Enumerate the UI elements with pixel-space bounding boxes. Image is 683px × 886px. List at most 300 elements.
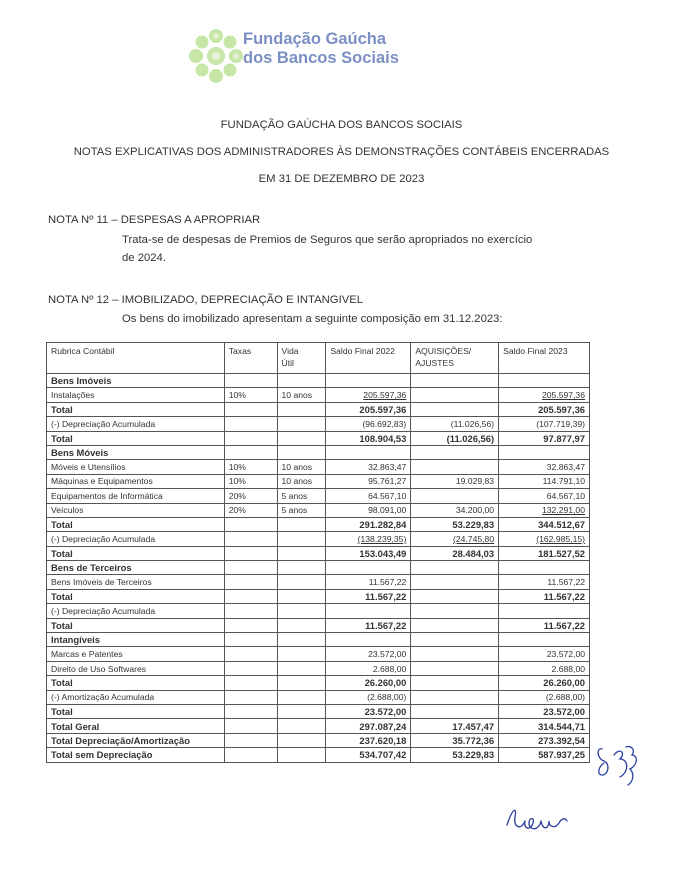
cell-saldo-2023: [499, 719, 590, 733]
cell-rubrica: [47, 575, 225, 589]
cell-value: 32.863,47: [368, 462, 407, 473]
cell-value: 11.567,22: [543, 619, 585, 631]
cell-taxa: [224, 661, 277, 675]
section-row: [47, 374, 590, 388]
cell-saldo-2022: [326, 445, 411, 459]
cell-aquisicoes: [411, 618, 499, 632]
cell-taxa: [224, 460, 277, 474]
cell-saldo-2023: [499, 374, 590, 388]
cell-value: 205.597,36: [363, 390, 407, 401]
cell-value: 23.572,00: [546, 649, 585, 660]
cell-saldo-2023: [499, 417, 590, 431]
cell-value: (-) Depreciação Acumulada: [51, 605, 156, 616]
cell-value: 2.688,00: [551, 663, 585, 674]
total-row: [47, 546, 590, 560]
cell-saldo-2022: [326, 690, 411, 704]
table-row: [47, 417, 590, 431]
cell-saldo-2023: [499, 402, 590, 416]
cell-taxa: [224, 704, 277, 718]
cell-value: (2.688,00): [367, 692, 407, 703]
cell-vida: [277, 561, 326, 575]
cell-value: 64.567,10: [546, 490, 585, 501]
cell-value: 23.572,00: [368, 649, 407, 660]
cell-vida: [277, 704, 326, 718]
fixed-assets-table: [46, 342, 590, 763]
cell-aquisicoes: [411, 532, 499, 546]
cell-value: Móveis e Utensílios: [51, 462, 126, 473]
total-row: [47, 733, 590, 747]
cell-rubrica: [47, 719, 225, 733]
cell-vida: [277, 575, 326, 589]
cell-value: (96.692,83): [362, 418, 407, 429]
cell-value: 2.688,00: [372, 663, 407, 674]
cell-vida: [277, 503, 326, 517]
cell-value: 10 anos: [281, 476, 313, 487]
cell-rubrica: [47, 417, 225, 431]
cell-taxa: [224, 575, 277, 589]
cell-taxa: [224, 402, 277, 416]
cell-value: 20%: [228, 490, 246, 501]
cell-value: (-) Amortização Acumulada: [51, 692, 155, 703]
cell-value: 114.791,10: [542, 476, 585, 487]
cell-aquisicoes: [411, 661, 499, 675]
cell-value: Bens Imóveis de Terceiros: [51, 577, 152, 588]
cell-rubrica: [47, 618, 225, 632]
total-row: [47, 676, 590, 690]
cell-value: Total: [51, 591, 73, 603]
cell-rubrica: [47, 431, 225, 445]
header-taxas: Taxas: [224, 343, 277, 374]
cell-value: Total: [51, 547, 73, 559]
cell-value: 19.029,83: [455, 476, 495, 487]
cell-vida: [277, 402, 326, 416]
cell-saldo-2023: [499, 690, 590, 704]
total-row: [47, 704, 590, 718]
cell-value: 10%: [228, 476, 246, 487]
header-vida-line-2: Útil: [281, 358, 294, 368]
header-aq-line-2: AJUSTES: [415, 358, 454, 368]
cell-value: 10%: [228, 462, 246, 473]
cell-value: 26.260,00: [543, 677, 585, 689]
cell-value: Veículos: [51, 505, 84, 516]
table-row: [47, 647, 590, 661]
cell-taxa: [224, 633, 277, 647]
cell-taxa: [224, 517, 277, 531]
document-date: EM 31 DE DEZEMBRO DE 2023: [258, 173, 425, 185]
nota-12-title: NOTA Nº 12 – IMOBILIZADO, DEPRECIAÇÃO E INTANGIVEL: [48, 294, 364, 306]
section-row: [47, 633, 590, 647]
cell-value: Total: [51, 403, 73, 415]
section-row: [47, 561, 590, 575]
cell-vida: [277, 517, 326, 531]
cell-vida: [277, 604, 326, 618]
cell-saldo-2023: [499, 575, 590, 589]
cell-value: 11.567,22: [368, 577, 407, 588]
cell-saldo-2022: [326, 676, 411, 690]
cell-aquisicoes: [411, 704, 499, 718]
logo-line-1: Fundação Gaúcha: [243, 30, 387, 48]
table-row: [47, 661, 590, 675]
cell-aquisicoes: [411, 733, 499, 747]
cell-taxa: [224, 503, 277, 517]
cell-value: 237.620,18: [359, 734, 407, 746]
header-saldo-2023: Saldo Final 2023: [499, 343, 590, 374]
cell-value: Total: [51, 519, 73, 531]
cell-taxa: [224, 733, 277, 747]
header-aquisicoes: [411, 343, 499, 374]
cell-saldo-2023: [499, 618, 590, 632]
cell-aquisicoes: [411, 374, 499, 388]
cell-saldo-2022: [326, 733, 411, 747]
cell-value: 273.392,54: [538, 734, 585, 746]
cell-taxa: [224, 445, 277, 459]
cell-saldo-2023: [499, 748, 590, 762]
cell-aquisicoes: [411, 388, 499, 402]
cell-value: 205.597,36: [359, 403, 407, 415]
cell-value: 108.904,53: [359, 432, 407, 444]
cell-vida: [277, 489, 326, 503]
cell-value: 98.091,00: [368, 505, 407, 516]
cell-saldo-2023: [499, 474, 590, 488]
cell-rubrica: [47, 460, 225, 474]
cell-value: Total: [51, 677, 73, 689]
cell-saldo-2023: [499, 676, 590, 690]
cell-saldo-2023: [499, 460, 590, 474]
cell-saldo-2023: [499, 589, 590, 603]
cell-saldo-2023: [499, 489, 590, 503]
cell-value: 34.200,00: [455, 505, 495, 516]
cell-rubrica: [47, 532, 225, 546]
cell-aquisicoes: [411, 719, 499, 733]
cell-vida: [277, 431, 326, 445]
handwritten-signature-icon: [503, 803, 573, 837]
cell-aquisicoes: [411, 589, 499, 603]
cell-rubrica: [47, 633, 225, 647]
cell-value: 20%: [228, 505, 246, 516]
cell-value: Total Geral: [51, 720, 100, 732]
cell-value: 205.597,36: [541, 390, 585, 401]
total-row: [47, 402, 590, 416]
cell-aquisicoes: [411, 647, 499, 661]
cell-value: 32.863,47: [546, 462, 585, 473]
cell-rubrica: [47, 503, 225, 517]
cell-value: Bens Móveis: [51, 447, 109, 459]
flower-logo-icon: [186, 26, 246, 86]
cell-rubrica: [47, 445, 225, 459]
cell-value: 35.772,36: [452, 734, 495, 746]
cell-saldo-2023: [499, 445, 590, 459]
cell-taxa: [224, 618, 277, 632]
total-row: [47, 431, 590, 445]
cell-value: (-) Depreciação Acumulada: [51, 418, 156, 429]
cell-rubrica: [47, 661, 225, 675]
cell-value: 11.567,22: [547, 577, 585, 588]
cell-value: (-) Depreciação Acumulada: [51, 533, 156, 544]
cell-value: Bens de Terceiros: [51, 562, 132, 574]
cell-value: Total: [51, 619, 73, 631]
cell-value: 11.567,22: [365, 591, 407, 603]
cell-vida: [277, 417, 326, 431]
cell-aquisicoes: [411, 417, 499, 431]
cell-vida: [277, 618, 326, 632]
cell-aquisicoes: [411, 517, 499, 531]
table-row: [47, 474, 590, 488]
header-vida-line-1: Vida: [281, 346, 299, 356]
table-row: [47, 690, 590, 704]
cell-aquisicoes: [411, 474, 499, 488]
cell-value: 181.527,52: [538, 547, 585, 559]
nota-11-title: NOTA Nº 11 – DESPESAS A APROPRIAR: [48, 214, 261, 226]
cell-rubrica: [47, 517, 225, 531]
cell-vida: [277, 661, 326, 675]
cell-rubrica: [47, 733, 225, 747]
cell-value: 23.572,00: [364, 706, 407, 718]
total-row: [47, 517, 590, 531]
table-header-row: [47, 343, 590, 374]
table-row: [47, 388, 590, 402]
cell-saldo-2022: [326, 748, 411, 762]
cell-value: 10 anos: [281, 390, 313, 401]
cell-rubrica: [47, 388, 225, 402]
cell-saldo-2023: [499, 561, 590, 575]
cell-saldo-2022: [326, 618, 411, 632]
cell-vida: [277, 633, 326, 647]
cell-value: 153.043,49: [359, 547, 407, 559]
cell-aquisicoes: [411, 575, 499, 589]
cell-taxa: [224, 561, 277, 575]
total-row: [47, 589, 590, 603]
cell-value: 587.937,25: [538, 749, 585, 761]
total-row: [47, 748, 590, 762]
cell-vida: [277, 719, 326, 733]
cell-taxa: [224, 388, 277, 402]
cell-rubrica: [47, 748, 225, 762]
cell-aquisicoes: [411, 561, 499, 575]
cell-saldo-2023: [499, 532, 590, 546]
handwritten-page-number-icon: [594, 741, 644, 789]
cell-saldo-2022: [326, 589, 411, 603]
cell-rubrica: [47, 604, 225, 618]
cell-value: (2.688,00): [545, 692, 585, 703]
cell-value: 297.087,24: [359, 720, 407, 732]
nota-11-line-2: de 2024.: [122, 252, 166, 264]
cell-rubrica: [47, 546, 225, 560]
cell-aquisicoes: [411, 402, 499, 416]
cell-saldo-2022: [326, 517, 411, 531]
cell-rubrica: [47, 402, 225, 416]
cell-saldo-2022: [326, 489, 411, 503]
cell-value: Total Depreciação/Amortização: [51, 734, 190, 746]
cell-taxa: [224, 532, 277, 546]
org-heading: FUNDAÇÃO GAÚCHA DOS BANCOS SOCIAIS: [220, 119, 463, 131]
cell-rubrica: [47, 374, 225, 388]
cell-value: (162.985,15): [536, 533, 585, 544]
cell-value: Direito de Uso Softwares: [51, 663, 147, 674]
cell-taxa: [224, 604, 277, 618]
cell-aquisicoes: [411, 676, 499, 690]
total-row: [47, 719, 590, 733]
cell-vida: [277, 474, 326, 488]
cell-value: 11.567,22: [543, 591, 585, 603]
cell-vida: [277, 647, 326, 661]
cell-rubrica: [47, 690, 225, 704]
cell-value: 95.761,27: [368, 476, 407, 487]
cell-value: 205.597,36: [538, 403, 585, 415]
cell-vida: [277, 374, 326, 388]
cell-value: Máquinas e Equipamentos: [51, 476, 153, 487]
cell-saldo-2022: [326, 633, 411, 647]
cell-saldo-2022: [326, 704, 411, 718]
cell-value: 10 anos: [281, 462, 313, 473]
cell-saldo-2022: [326, 402, 411, 416]
cell-saldo-2023: [499, 388, 590, 402]
cell-saldo-2023: [499, 604, 590, 618]
table-row: [47, 460, 590, 474]
cell-saldo-2023: [499, 546, 590, 560]
cell-vida: [277, 748, 326, 762]
cell-aquisicoes: [411, 633, 499, 647]
cell-taxa: [224, 589, 277, 603]
cell-saldo-2023: [499, 661, 590, 675]
cell-saldo-2022: [326, 719, 411, 733]
cell-taxa: [224, 719, 277, 733]
foundation-logo: [186, 26, 456, 88]
cell-vida: [277, 546, 326, 560]
header-vida-util: [277, 343, 326, 374]
cell-saldo-2023: [499, 431, 590, 445]
cell-rubrica: [47, 589, 225, 603]
cell-saldo-2022: [326, 503, 411, 517]
cell-aquisicoes: [411, 503, 499, 517]
nota-12-text: Os bens do imobilizado apresentam a seguinte composição em 31.12.2023:: [122, 313, 503, 325]
cell-saldo-2023: [499, 517, 590, 531]
cell-aquisicoes: [411, 460, 499, 474]
cell-taxa: [224, 417, 277, 431]
cell-taxa: [224, 676, 277, 690]
cell-vida: [277, 690, 326, 704]
cell-saldo-2023: [499, 733, 590, 747]
cell-value: Total: [51, 432, 73, 444]
cell-taxa: [224, 690, 277, 704]
table-row: [47, 503, 590, 517]
cell-saldo-2023: [499, 704, 590, 718]
cell-value: Instalações: [51, 390, 95, 401]
cell-saldo-2022: [326, 604, 411, 618]
cell-aquisicoes: [411, 445, 499, 459]
cell-value: 11.567,22: [365, 619, 407, 631]
logo-line-2: dos Bancos Sociais: [243, 49, 399, 67]
cell-value: 53.229,83: [452, 519, 495, 531]
cell-aquisicoes: [411, 690, 499, 704]
cell-value: 10%: [228, 390, 246, 401]
cell-taxa: [224, 374, 277, 388]
cell-value: 344.512,67: [538, 519, 585, 531]
cell-value: Total sem Depreciação: [51, 749, 153, 761]
cell-saldo-2022: [326, 474, 411, 488]
cell-taxa: [224, 748, 277, 762]
cell-value: 17.457,47: [452, 720, 495, 732]
cell-vida: [277, 445, 326, 459]
cell-value: Equipamentos de Informática: [51, 490, 163, 501]
header-aq-line-1: AQUISIÇÕES/: [415, 346, 472, 356]
cell-vida: [277, 532, 326, 546]
cell-saldo-2023: [499, 633, 590, 647]
cell-saldo-2022: [326, 431, 411, 445]
document-title: NOTAS EXPLICATIVAS DOS ADMINISTRADORES ÀS DEMONSTRAÇÕES CONTÁBEIS ENCERRADAS: [73, 146, 610, 158]
cell-value: Marcas e Patentes: [51, 649, 123, 660]
cell-aquisicoes: [411, 748, 499, 762]
cell-value: 97.877,97: [543, 432, 585, 444]
cell-value: (107.719,39): [536, 418, 585, 429]
cell-value: (138.239,35): [357, 533, 407, 544]
cell-saldo-2022: [326, 546, 411, 560]
cell-value: Total: [51, 706, 73, 718]
cell-rubrica: [47, 561, 225, 575]
cell-taxa: [224, 489, 277, 503]
cell-taxa: [224, 546, 277, 560]
cell-rubrica: [47, 704, 225, 718]
header-saldo-2022: Saldo Final 2022: [326, 343, 411, 374]
nota-11-line-1: Trata-se de despesas de Premios de Seguros que serão apropriados no exercício: [122, 234, 533, 246]
cell-value: (11.026,56): [450, 418, 495, 429]
cell-aquisicoes: [411, 604, 499, 618]
cell-saldo-2022: [326, 575, 411, 589]
cell-aquisicoes: [411, 489, 499, 503]
cell-value: 5 anos: [281, 505, 308, 516]
cell-value: 28.484,03: [452, 547, 495, 559]
cell-saldo-2023: [499, 503, 590, 517]
cell-saldo-2023: [499, 647, 590, 661]
header-rubrica: Rubrica Contábil: [47, 343, 225, 374]
cell-vida: [277, 388, 326, 402]
cell-vida: [277, 733, 326, 747]
cell-taxa: [224, 431, 277, 445]
cell-rubrica: [47, 676, 225, 690]
cell-value: (11.026,56): [446, 432, 495, 444]
cell-saldo-2022: [326, 417, 411, 431]
cell-rubrica: [47, 474, 225, 488]
cell-value: 23.572,00: [543, 706, 585, 718]
cell-rubrica: [47, 647, 225, 661]
table-row: [47, 532, 590, 546]
logo-wordmark: [243, 30, 399, 68]
cell-taxa: [224, 474, 277, 488]
cell-value: Bens Imóveis: [51, 375, 112, 387]
cell-value: 5 anos: [281, 490, 308, 501]
cell-vida: [277, 676, 326, 690]
cell-value: Intangíveis: [51, 634, 100, 646]
cell-value: (24.745,80: [453, 533, 495, 544]
cell-saldo-2022: [326, 661, 411, 675]
cell-vida: [277, 589, 326, 603]
cell-value: 314.544,71: [538, 720, 585, 732]
cell-taxa: [224, 647, 277, 661]
cell-rubrica: [47, 489, 225, 503]
table-row: [47, 575, 590, 589]
cell-value: 64.567,10: [368, 490, 407, 501]
cell-saldo-2022: [326, 388, 411, 402]
nota-11-text: [122, 231, 532, 267]
cell-aquisicoes: [411, 431, 499, 445]
section-row: [47, 445, 590, 459]
table-row: [47, 604, 590, 618]
cell-saldo-2022: [326, 532, 411, 546]
cell-saldo-2022: [326, 647, 411, 661]
cell-value: 291.282,84: [359, 519, 407, 531]
cell-vida: [277, 460, 326, 474]
cell-saldo-2022: [326, 460, 411, 474]
cell-value: 26.260,00: [364, 677, 407, 689]
